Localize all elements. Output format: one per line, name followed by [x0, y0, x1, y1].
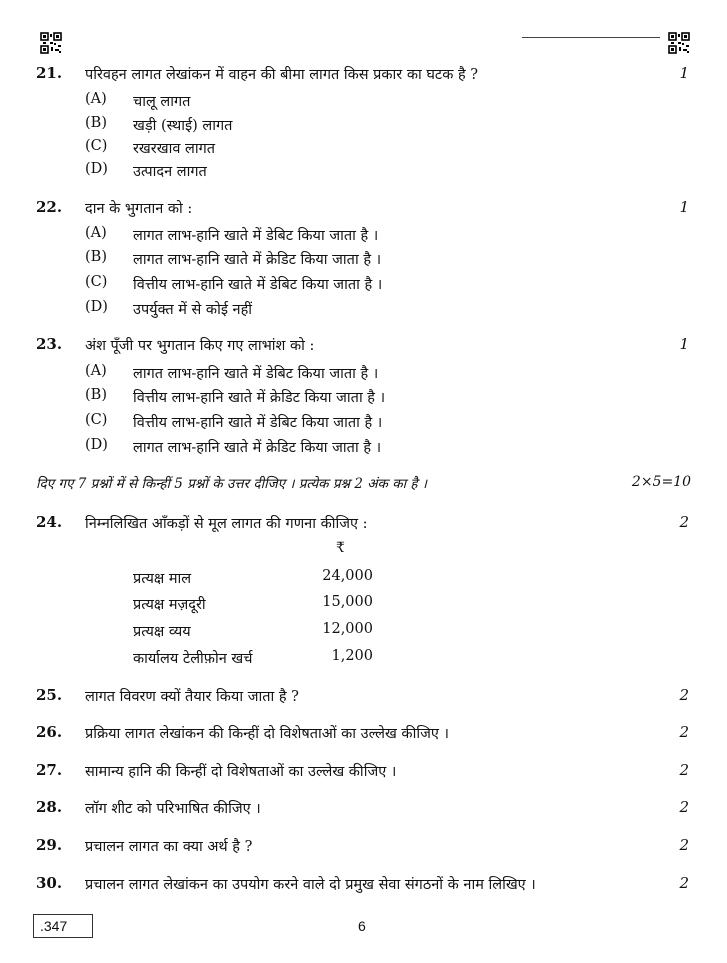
option-text: वित्तीय लाभ-हानि खाते में क्रेडिट किया जाता है ।	[133, 390, 386, 406]
data-value: 12,000	[322, 621, 373, 637]
option-d	[0, 435, 727, 457]
option-text: वित्तीय लाभ-हानि खाते में डेबिट किया जाता है ।	[133, 277, 383, 293]
paper-code-box	[33, 914, 93, 938]
qr-code-icon	[668, 32, 690, 54]
data-row	[0, 646, 727, 668]
option-text: वित्तीय लाभ-हानि खाते में डेबिट किया जाता है ।	[133, 415, 383, 431]
question-marks: 2	[679, 874, 689, 892]
question-26	[0, 721, 727, 743]
data-row	[0, 566, 727, 588]
question-text: सामान्य हानि की किन्हीं दो विशेषताओं का उल्लेख कीजिए ।	[85, 764, 397, 780]
question-number: 23.	[36, 335, 63, 353]
data-value: 24,000	[322, 568, 373, 584]
option-text: खड़ी (स्थाई) लागत	[133, 118, 233, 134]
option-label: (B)	[85, 249, 107, 265]
data-label: प्रत्यक्ष मज़दूरी	[133, 597, 206, 613]
option-label: (A)	[85, 225, 107, 241]
data-value: 15,000	[322, 594, 373, 610]
question-text: प्रक्रिया लागत लेखांकन की किन्हीं दो विशेषताओं का उल्लेख कीजिए ।	[85, 726, 449, 742]
option-label: (C)	[85, 138, 108, 154]
option-b	[0, 247, 727, 269]
section-marks: 2×5=10	[631, 474, 691, 490]
paper-code: .347	[40, 918, 68, 934]
question-21	[0, 62, 727, 84]
currency-symbol: ₹	[336, 540, 345, 556]
option-text: उत्पादन लागत	[133, 164, 207, 180]
option-d	[0, 159, 727, 181]
data-value: 1,200	[331, 648, 373, 664]
question-number: 28.	[36, 798, 63, 816]
option-text: चालू लागत	[133, 94, 191, 110]
data-row	[0, 592, 727, 614]
question-28	[0, 796, 727, 818]
question-number: 25.	[36, 686, 63, 704]
option-text: लागत लाभ-हानि खाते में क्रेडिट किया जाता है ।	[133, 440, 382, 456]
option-label: (A)	[85, 91, 107, 107]
option-a	[0, 223, 727, 245]
question-marks: 1	[679, 64, 689, 82]
page-number: 6	[358, 918, 366, 934]
question-text: दान के भुगतान को :	[85, 201, 193, 217]
question-number: 27.	[36, 761, 63, 779]
option-label: (B)	[85, 115, 107, 131]
question-marks: 2	[679, 723, 689, 741]
data-label: प्रत्यक्ष व्यय	[133, 624, 191, 640]
option-a	[0, 361, 727, 383]
option-text: लागत लाभ-हानि खाते में क्रेडिट किया जाता है ।	[133, 252, 382, 268]
question-text: परिवहन लागत लेखांकन में वाहन की बीमा लागत किस प्रकार का घटक है ?	[85, 67, 479, 83]
option-label: (D)	[85, 437, 108, 453]
section-instruction: दिए गए 7 प्रश्नों में से किन्हीं 5 प्रश्नों के उत्तर दीजिए । प्रत्येक प्रश्न 2 अंक का है ।	[36, 476, 427, 492]
header-rule	[522, 37, 660, 38]
option-c	[0, 136, 727, 158]
question-marks: 1	[679, 335, 689, 353]
option-b	[0, 385, 727, 407]
option-text: रखरखाव लागत	[133, 141, 216, 157]
question-30	[0, 872, 727, 894]
question-marks: 2	[679, 761, 689, 779]
question-25	[0, 684, 727, 706]
question-29	[0, 834, 727, 856]
question-text: निम्नलिखित आँकड़ों से मूल लागत की गणना कीजिए :	[85, 516, 368, 532]
option-text: लागत लाभ-हानि खाते में डेबिट किया जाता है ।	[133, 366, 379, 382]
option-label: (C)	[85, 274, 108, 290]
question-number: 21.	[36, 64, 63, 82]
question-22	[0, 196, 727, 218]
data-label: प्रत्यक्ष माल	[133, 571, 192, 587]
option-d	[0, 297, 727, 319]
data-label: कार्यालय टेलीफ़ोन खर्च	[133, 651, 253, 667]
option-label: (D)	[85, 299, 108, 315]
option-label: (C)	[85, 412, 108, 428]
option-a	[0, 89, 727, 111]
question-24	[0, 511, 727, 533]
option-text: उपर्युक्त में से कोई नहीं	[133, 302, 253, 318]
question-23	[0, 333, 727, 355]
question-number: 24.	[36, 513, 63, 531]
option-label: (D)	[85, 161, 108, 177]
option-label: (B)	[85, 387, 107, 403]
data-row	[0, 619, 727, 641]
question-text: लागत विवरण क्यों तैयार किया जाता है ?	[85, 689, 299, 705]
option-label: (A)	[85, 363, 107, 379]
question-number: 26.	[36, 723, 63, 741]
question-marks: 1	[679, 198, 689, 216]
question-27	[0, 759, 727, 781]
question-marks: 2	[679, 513, 689, 531]
question-marks: 2	[679, 798, 689, 816]
question-text: प्रचालन लागत लेखांकन का उपयोग करने वाले दो प्रमुख सेवा संगठनों के नाम लिखिए ।	[85, 877, 536, 893]
question-marks: 2	[679, 686, 689, 704]
question-text: अंश पूँजी पर भुगतान किए गए लाभांश को :	[85, 338, 315, 354]
question-number: 22.	[36, 198, 63, 216]
question-marks: 2	[679, 836, 689, 854]
question-text: लॉग शीट को परिभाषित कीजिए ।	[85, 801, 261, 817]
option-text: लागत लाभ-हानि खाते में डेबिट किया जाता है ।	[133, 228, 379, 244]
qr-code-icon	[40, 32, 62, 54]
option-c	[0, 410, 727, 432]
option-b	[0, 113, 727, 135]
option-c	[0, 272, 727, 294]
question-number: 30.	[36, 874, 63, 892]
question-text: प्रचालन लागत का क्या अर्थ है ?	[85, 839, 253, 855]
question-number: 29.	[36, 836, 63, 854]
